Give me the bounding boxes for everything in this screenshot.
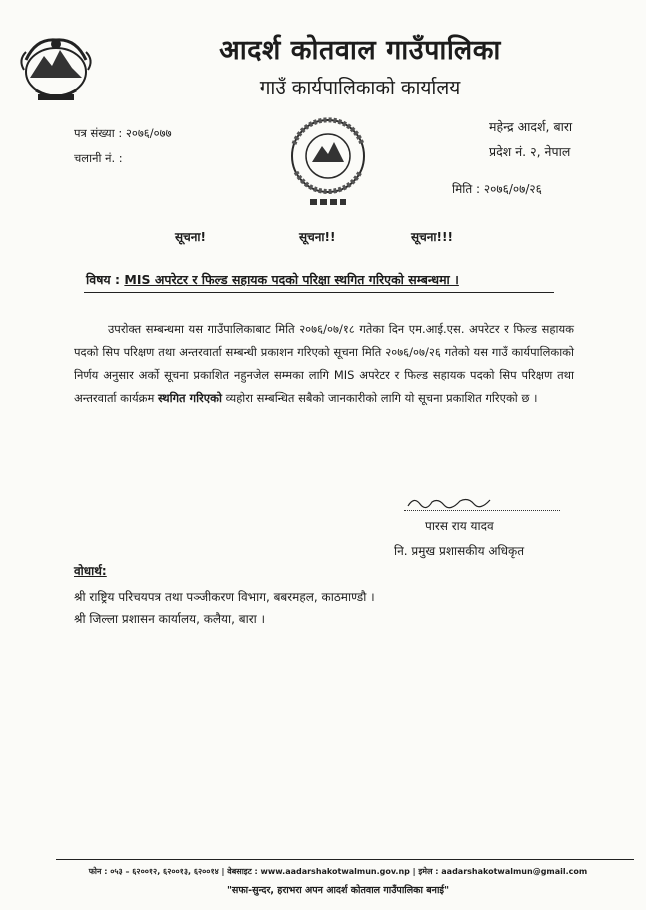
- notice-1: सूचना!: [175, 230, 206, 244]
- address-line-2: प्रदेश नं. २, नेपाल: [489, 144, 571, 159]
- org-name: आदर्श कोतवाल गाउँपालिका: [219, 35, 501, 66]
- footer-contact: फोन : ०५३ – ६२००१२, ६२००१३, ६२००१४ | वेबसाइट : www.aadarshakotwalmun.gov.np | इमेल : aadarshakotwalmun@gmail.com: [88, 867, 588, 876]
- subject-line: [86, 271, 459, 288]
- letter-date: मिति : २०७६/०७/२६: [452, 182, 542, 196]
- signer-name: पारस राय यादव: [425, 519, 494, 533]
- signer-title: नि. प्रमुख प्रशासकीय अधिकृत: [394, 544, 525, 558]
- signature-icon: [404, 494, 494, 510]
- address-line-1: महेन्द्र आदर्श, बारा: [489, 119, 573, 134]
- body-text-bold: स्थगित गरिएको: [158, 391, 222, 405]
- subject-text: MIS अपरेटर र फिल्ड सहायक पदको परिक्षा स्थगित गरिएको सम्बन्धमा ।: [124, 272, 459, 287]
- letter-number: पत्र संख्या : २०७६/०७७: [74, 126, 172, 140]
- footer-divider: [56, 859, 634, 860]
- nepal-emblem-icon: [16, 30, 96, 106]
- subject-underline: [84, 292, 554, 293]
- body-text-main: उपरोक्त सम्बन्धमा यस गाउँपालिकाबाट मिति २०७६/०७/१८ गतेका दिन एम.आई.एस. अपरेटर र फिल्ड सहायक पदको सिप परिक्षण तथा अन्तरवार्ता सम्बन्धी प्रकाशन गरिएको सूचना मिति २०७६/०७/२६ गतेको यस गाउँ कार्यपालिकाको निर्णय अनुसार अर्को सूचना प्रकाशित नहुनजेल सम्मका लागि MIS अपरेटर र फिल्ड सहायक पदको सिप परिक्षण तथा अन्तरवार्ता कार्यक्रम: [74, 322, 574, 405]
- dispatch-number: चलानी नं. :: [74, 151, 123, 165]
- notice-3: सूचना!!!: [411, 230, 453, 244]
- cc-item: श्री जिल्ला प्रशासन कार्यालय, कलैया, बारा ।: [74, 612, 266, 626]
- footer-slogan: "सफा-सुन्दर, हराभरा अपन आदर्श कोतवाल गाउँपालिका बनाई": [226, 885, 450, 896]
- body-text-end: व्यहोरा सम्बन्धित सबैको जानकारीको लागि यो सूचना प्रकाशित गरिएको छ ।: [225, 391, 538, 405]
- cc-item: श्री राष्ट्रिय परिचयपत्र तथा पञ्जीकरण विभाग, बबरमहल, काठमाण्डौ ।: [74, 590, 375, 604]
- cc-heading: वोधार्थ:: [74, 564, 107, 578]
- office-seal-icon: [270, 114, 386, 214]
- subject-label: विषय :: [86, 272, 121, 287]
- notice-2: सूचना!!: [299, 230, 336, 244]
- body-paragraph: [74, 318, 574, 410]
- office-name: गाउँ कार्यपालिकाको कार्यालय: [259, 77, 461, 99]
